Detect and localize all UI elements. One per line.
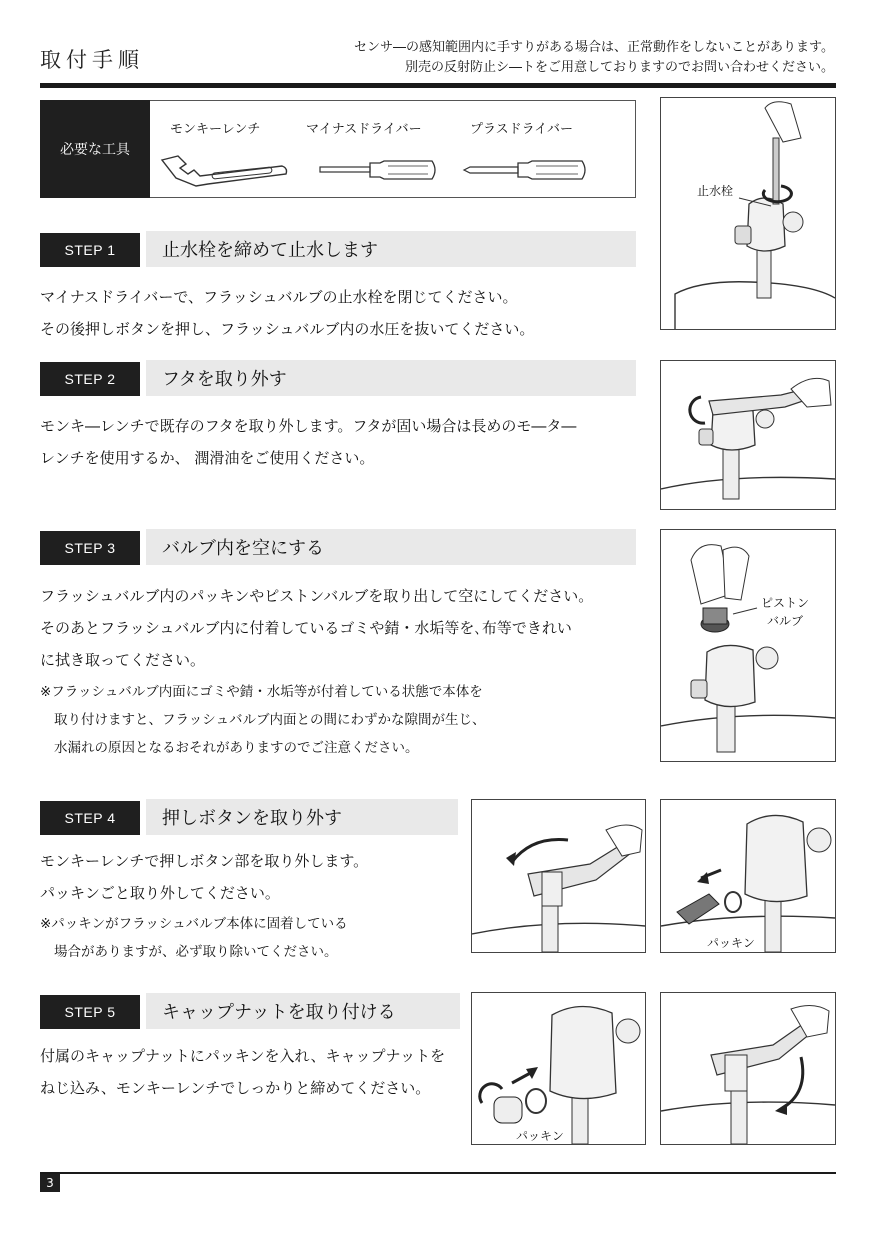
caption-piston: ピストン [761, 596, 810, 610]
sensor-notice [354, 38, 834, 78]
step-4-tag: STEP 4 [40, 801, 140, 835]
step-2-tag: STEP 2 [40, 362, 140, 396]
text-line: マイナスドライバーで、フラッシュバルブの止水栓を閉じてください。 [40, 288, 518, 306]
step-4-illustration-b [660, 799, 836, 953]
step-3-tag: STEP 3 [40, 531, 140, 565]
step-3-note [40, 678, 485, 762]
tools-heading: 必要な工具 [40, 100, 150, 198]
step-4-illustration-a [471, 799, 646, 953]
text-line: モンキーレンチで押しボタン部を取り外します。 [40, 852, 369, 870]
text-line: そのあとフラッシュバルブ内に付着しているゴミや錆・水垢等を､布等できれい [40, 619, 572, 637]
caption-stop-valve: 止水栓 [697, 184, 734, 198]
step-4-text [40, 845, 368, 909]
text-line: レンチを使用するか、 潤滑油をご使用ください。 [40, 449, 375, 467]
notice-line: 別売の反射防止シ―トをご用意しておりますのでお問い合わせください。 [404, 60, 834, 75]
tool-label-flathead: マイナスドライバー [306, 122, 422, 137]
phillips-screwdriver-icon [462, 158, 590, 182]
step-3-title: バルブ内を空にする [146, 529, 636, 565]
step-1-text [40, 281, 534, 345]
caption-valve: バルブ [767, 614, 804, 628]
step-5-tag: STEP 5 [40, 995, 140, 1029]
note-line: 取り付けますと、フラッシュバルブ内面との間にわずかな隙間が生じ、 [54, 712, 486, 728]
step-1-tag: STEP 1 [40, 233, 140, 267]
text-line: フラッシュバルブ内のパッキンやピストンバルブを取り出して空にしてください。 [40, 587, 594, 605]
wrench-icon [156, 150, 290, 190]
note-line: ※パッキンがフラッシュバルブ本体に固着している [40, 916, 348, 932]
notice-line: センサ―の感知範囲内に手すりがある場合は、正常動作をしないことがあります。 [354, 40, 834, 55]
step-3-illustration [660, 529, 836, 762]
page-number: 3 [40, 1174, 60, 1192]
step-3-text [40, 580, 593, 676]
caption-packing: パッキン [516, 1129, 564, 1143]
flathead-screwdriver-icon [318, 158, 440, 182]
step-4-title: 押しボタンを取り外す [146, 799, 458, 835]
step-2-title: フタを取り外す [146, 360, 636, 396]
page-title: 取付手順 [40, 48, 144, 72]
step-2-illustration [660, 360, 836, 510]
step-2-text [40, 410, 576, 474]
text-line: に拭き取ってください。 [40, 651, 206, 669]
note-line: ※フラッシュバルブ内面にゴミや錆・水垢等が付着している状態で本体を [40, 684, 483, 700]
step-4-note [40, 910, 348, 966]
step-5-illustration-a [471, 992, 646, 1145]
caption-packing: パッキン [707, 936, 755, 950]
step-5-text [40, 1040, 445, 1104]
tool-label-wrench: モンキーレンチ [170, 122, 261, 137]
text-line: パッキンごと取り外してください。 [40, 884, 280, 902]
text-line: ねじ込み、モンキーレンチでしっかりと締めてください。 [40, 1079, 431, 1097]
step-5-title: キャップナットを取り付ける [146, 993, 460, 1029]
step-1-illustration [660, 97, 836, 330]
header-rule [40, 83, 836, 88]
text-line: 付属のキャップナットにパッキンを入れ、キャップナットを [40, 1047, 446, 1065]
text-line: その後押しボタンを押し、フラッシュバルブ内の水圧を抜いてください。 [40, 320, 535, 338]
text-line: モンキ―レンチで既存のフタを取り外します。フタが固い場合は長めのモ―タ― [40, 417, 577, 435]
step-5-illustration-b [660, 992, 836, 1145]
note-line: 水漏れの原因となるおそれがありますのでご注意ください。 [54, 740, 419, 756]
note-line: 場合がありますが、必ず取り除いてください。 [54, 944, 338, 960]
step-1-title: 止水栓を締めて止水します [146, 231, 636, 267]
footer-rule [40, 1172, 836, 1174]
tool-label-phillips: プラスドライバー [470, 122, 573, 137]
